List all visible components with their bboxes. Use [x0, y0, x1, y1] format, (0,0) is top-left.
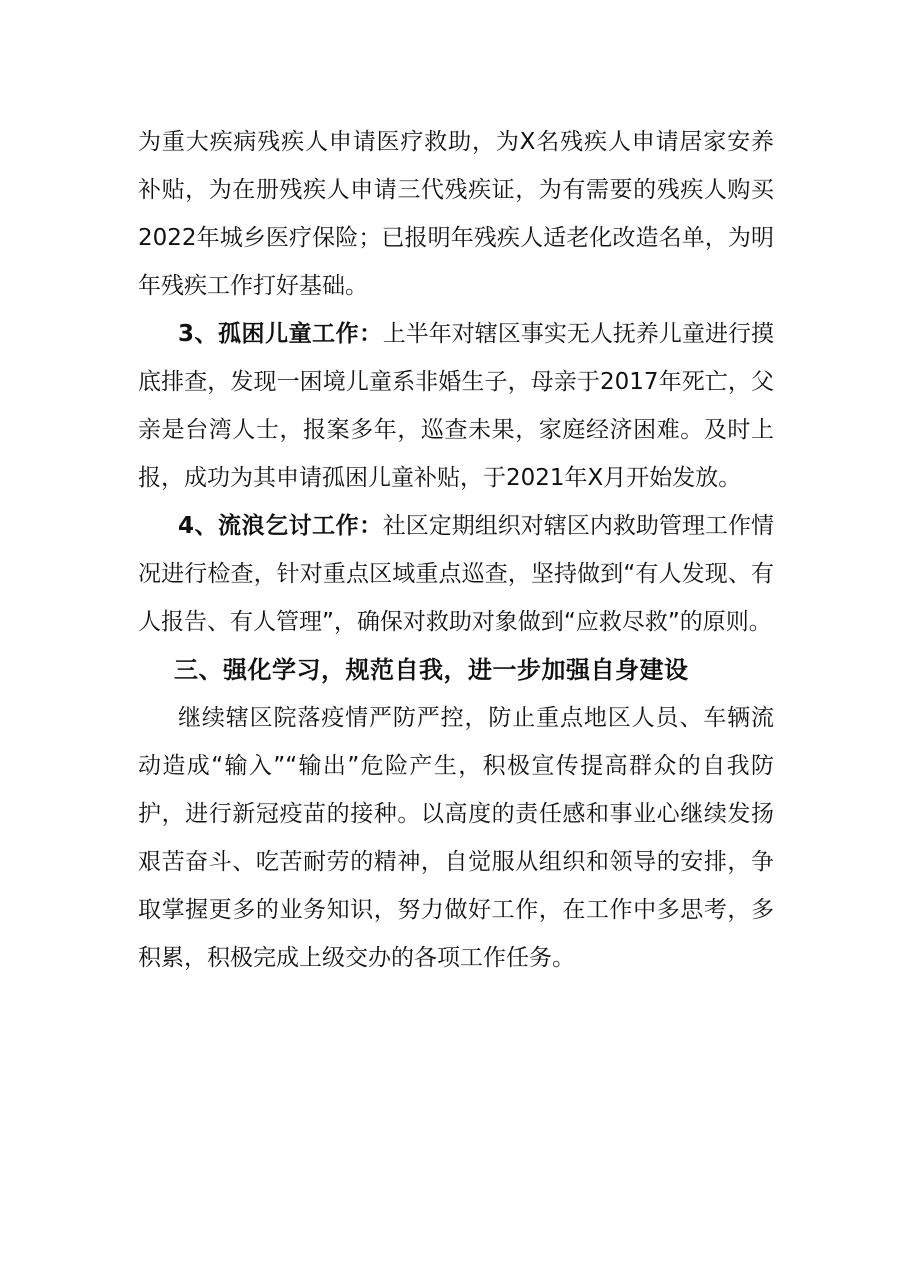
- item-vagrant-begging-label: 4、流浪乞讨工作：: [178, 513, 383, 539]
- item-vagrant-begging-body: 社区定期组织对辖区内救助管理工作情况进行检查，针对重点区域重点巡查，坚持做到“有人发现、有人报告、有人管理”，确保对救助对象做到“应救尽救”的原则。: [138, 513, 774, 635]
- paragraph-disability-services: 为重大疾病残疾人申请医疗救助，为X名残疾人申请居家安养补贴，为在册残疾人申请三代残疾证，为有需要的残疾人购买2022年城乡医疗保险；已报明年残疾人适老化改造名单，为明年残疾工作打好基础。: [138, 129, 774, 299]
- item-orphan-children: [138, 310, 774, 502]
- section-heading-self-construction: 三、强化学习，规范自我，进一步加强自身建设: [174, 656, 689, 684]
- document-body: [138, 118, 774, 982]
- item-vagrant-begging: [138, 502, 774, 646]
- paragraph-self-construction: 继续辖区院落疫情严防严控，防止重点地区人员、车辆流动造成“输入”“输出”危险产生，积极宣传提高群众的自我防护，进行新冠疫苗的接种。以高度的责任感和事业心继续发扬艰苦奋斗、吃苦耐劳的精神，自觉服从组织和领导的安排，争取掌握更多的业务知识，努力做好工作，在工作中多思考，多积累，积极完成上级交办的各项工作任务。: [138, 705, 774, 971]
- item-orphan-children-label: 3、孤困儿童工作：: [178, 321, 383, 347]
- item-orphan-children-body: 上半年对辖区事实无人抚养儿童进行摸底排查，发现一困境儿童系非婚生子，母亲于2017年死亡，父亲是台湾人士，报案多年，巡查未果，家庭经济困难。及时上报，成功为其申请孤困儿童补贴，于2021年X月开始发放。: [138, 321, 774, 491]
